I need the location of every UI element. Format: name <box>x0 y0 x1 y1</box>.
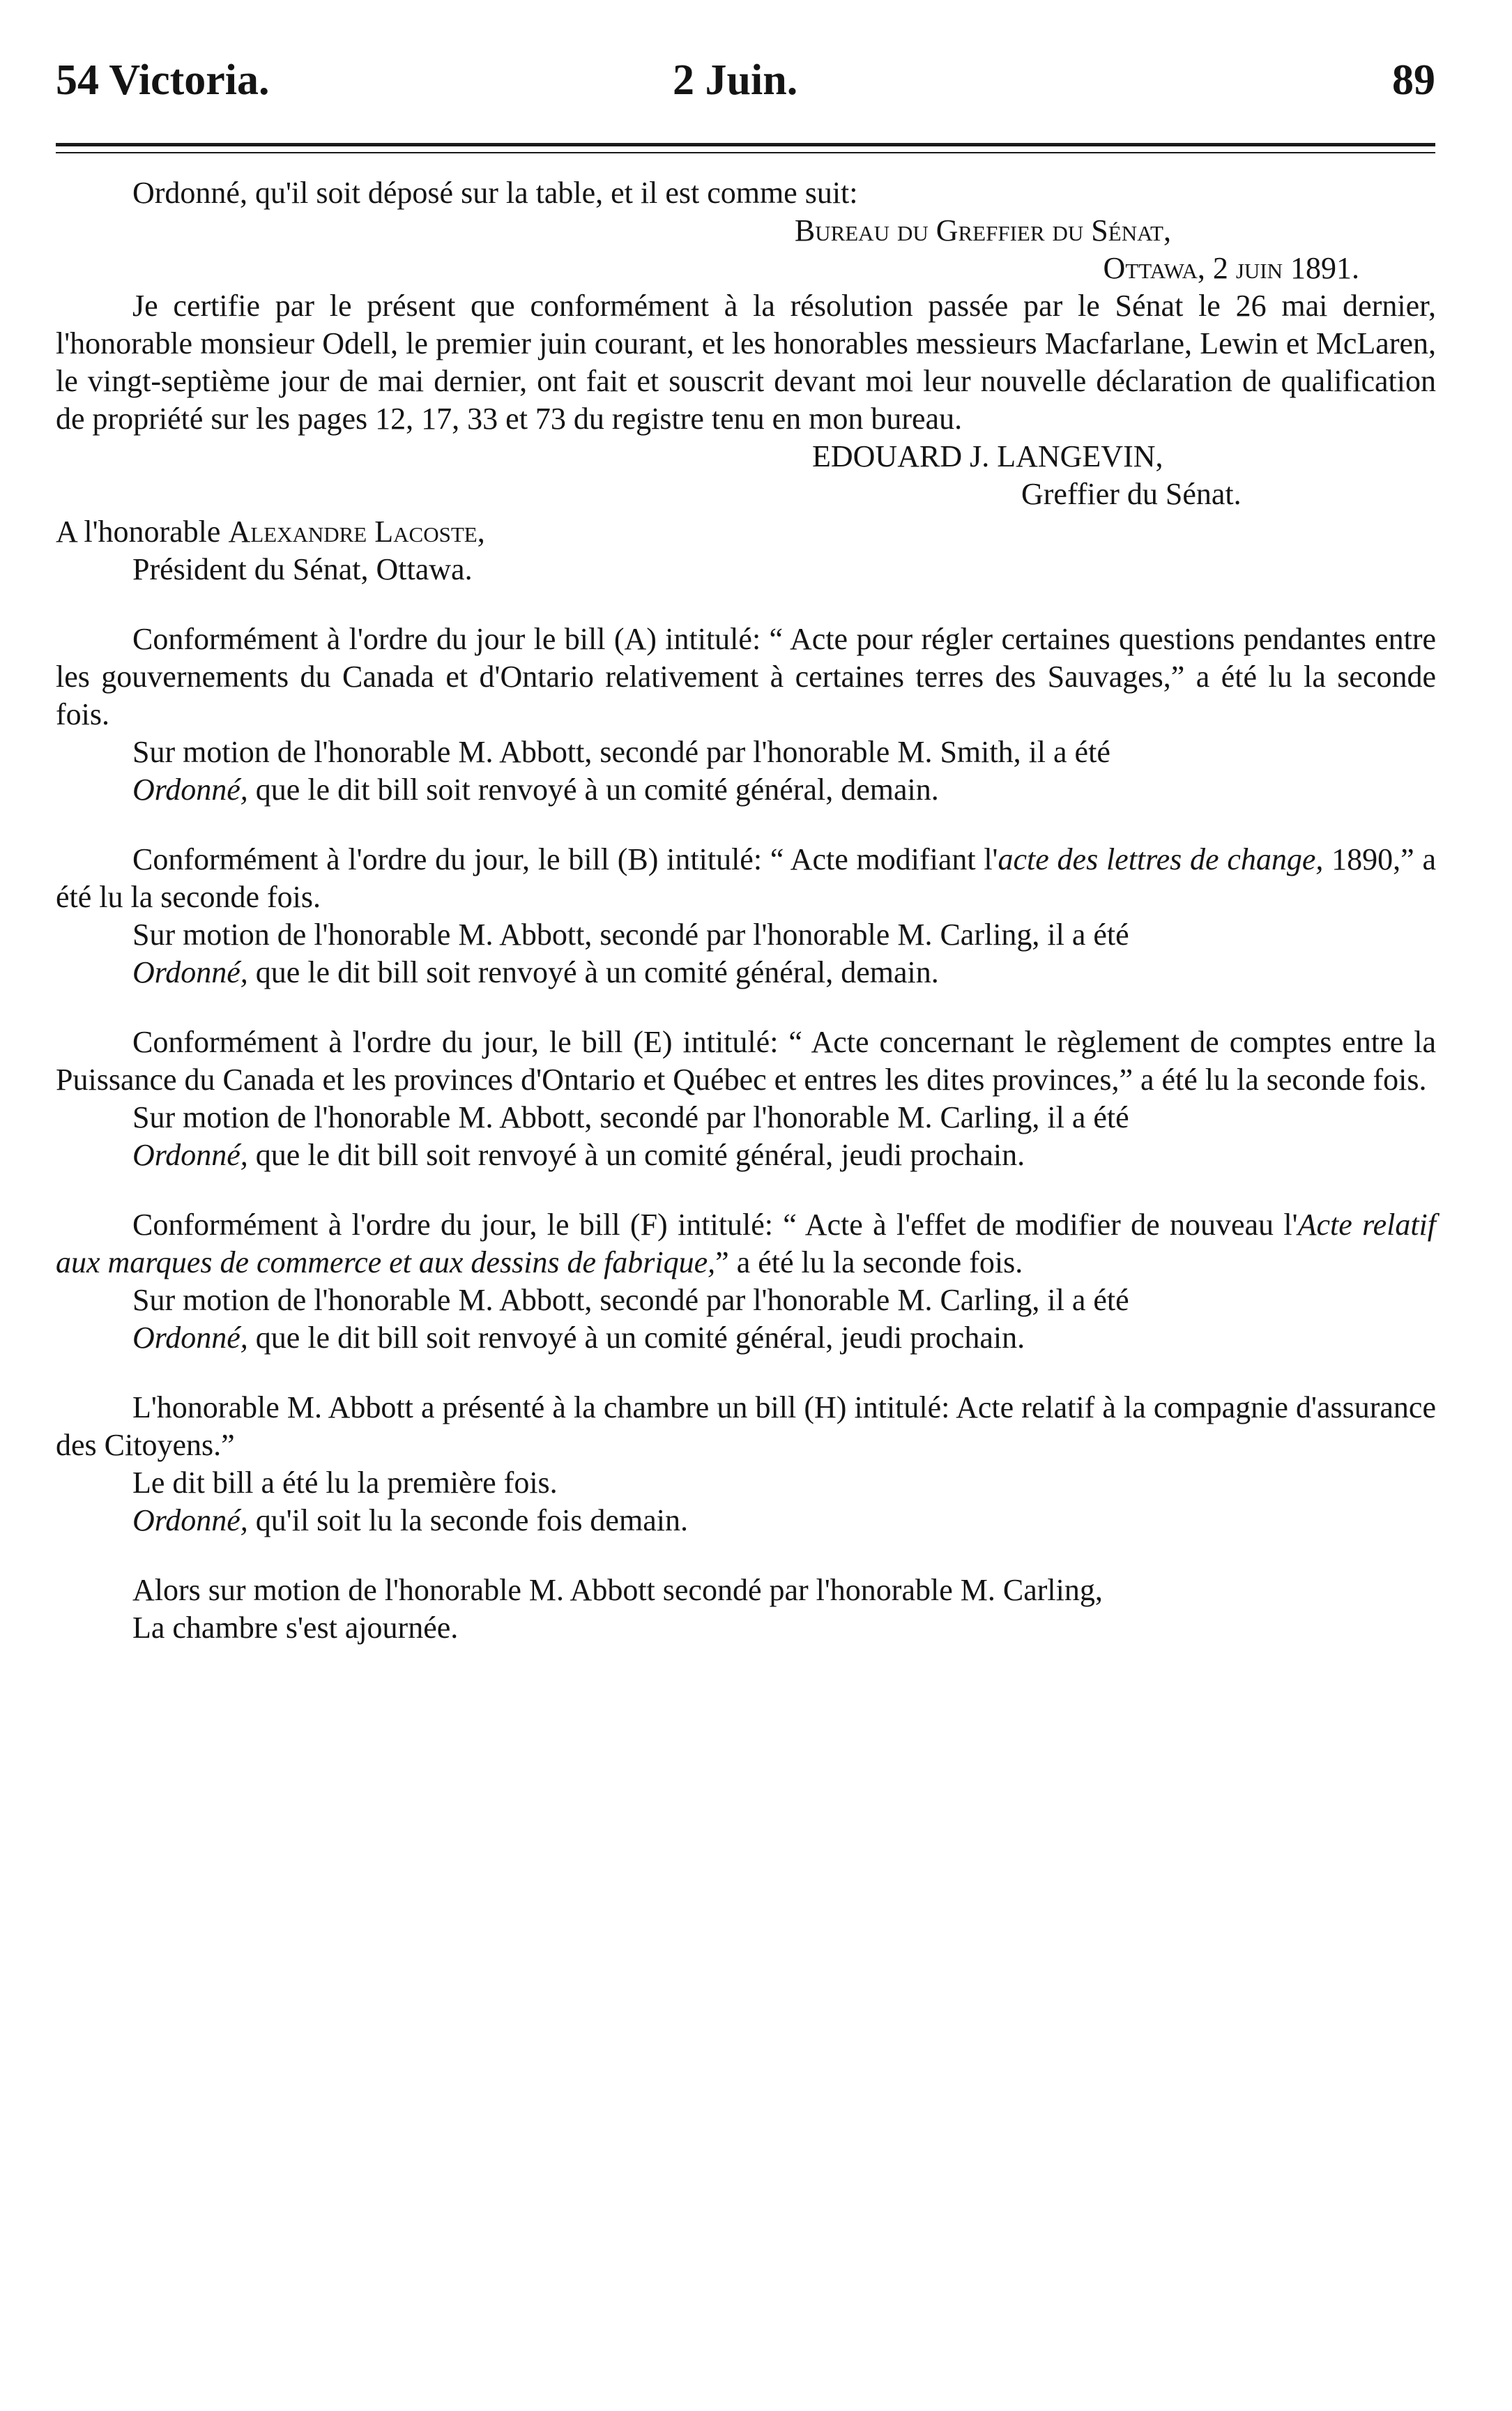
bill-e-intro: Conformément à l'ordre du jour, le bill (E) intitulé: “ Acte concernant le règlement de comptes entre la Puissance du Canada et les provinces d'Ontario et Québec et entres les dites provinces,” a été lu la seconde fois. <box>56 1025 1436 1097</box>
ordered-rest: qu'il soit lu la seconde fois demain. <box>247 1503 688 1537</box>
running-head <box>56 42 1435 105</box>
bill-f-intro-start: Conformément à l'ordre du jour, le bill (F) intitulé: “ Acte à l'effet de modifier de nouveau l' <box>132 1208 1298 1242</box>
header-date: 2 Juin. <box>673 56 798 104</box>
certificate-text: Je certifie par le présent que conformément à la résolution passée par le Sénat le 26 mai dernier, l'honorable monsieur Odell, le premier juin courant, et les honorables messieurs Macfarlane, Lewin et McLaren, le vingt-septième jour de mai dernier, ont fait et souscrit devant moi leur nouvelle déclaration de qualification de propriété sur les pages 12, 17, 33 et 73 du registre tenu en mon bureau. <box>56 289 1436 436</box>
bill-b-order <box>56 954 1436 991</box>
bill-b-intro-start: Conformément à l'ordre du jour, le bill (B) intitulé: “ Acte modifiant l' <box>132 842 998 876</box>
ordered-word: Ordonné, <box>132 773 248 807</box>
bill-f-intro <box>56 1206 1436 1281</box>
header-rule-thick <box>56 143 1435 146</box>
office-heading: Bureau du Greffier du Sénat, <box>794 213 1171 248</box>
bill-f-intro-end: ” a été lu la seconde fois. <box>715 1245 1023 1279</box>
header-volume: 54 Victoria. <box>56 56 270 104</box>
header-rule-thin <box>56 152 1435 153</box>
page-body <box>56 174 1436 1647</box>
addressee-line <box>56 513 1436 551</box>
ordered-rest: que le dit bill soit renvoyé à un comité général, jeudi prochain. <box>247 1138 1025 1172</box>
page-number: 89 <box>1392 56 1435 104</box>
addressee-prefix: A l'honorable <box>56 515 229 549</box>
ordered-word: Ordonné, <box>132 955 248 989</box>
bill-h-order <box>56 1502 1436 1539</box>
ordered-word: Ordonné, <box>132 1503 248 1537</box>
section-gap <box>56 1539 1436 1572</box>
adjournment-motion: Alors sur motion de l'honorable M. Abbott secondé par l'honorable M. Carling, <box>132 1573 1103 1607</box>
bill-h-intro: L'honorable M. Abbott a présenté à la chambre un bill (H) intitulé: Acte relatif à la compagnie d'assurance des Citoyens.” <box>56 1390 1436 1462</box>
ordered-rest: que le dit bill soit renvoyé à un comité général, demain. <box>247 955 939 989</box>
bill-f-motion: Sur motion de l'honorable M. Abbott, secondé par l'honorable M. Carling, il a été <box>132 1283 1129 1317</box>
bill-a-motion: Sur motion de l'honorable M. Abbott, secondé par l'honorable M. Smith, il a été <box>132 735 1110 769</box>
bill-e-motion: Sur motion de l'honorable M. Abbott, secondé par l'honorable M. Carling, il a été <box>132 1100 1129 1134</box>
section-gap <box>56 588 1436 621</box>
bill-a-order <box>56 771 1436 809</box>
ordered-rest: que le dit bill soit renvoyé à un comité général, jeudi prochain. <box>247 1321 1025 1355</box>
addressee-name: Alexandre Lacoste, <box>228 515 485 549</box>
bill-e-order <box>56 1136 1436 1174</box>
opening-order: Ordonné, qu'il soit déposé sur la table, et il est comme suit: <box>132 176 858 210</box>
section-gap <box>56 809 1436 841</box>
signer-name: EDOUARD J. LANGEVIN, <box>812 439 1163 473</box>
section-gap <box>56 1357 1436 1389</box>
bill-f-order <box>56 1319 1436 1357</box>
ordered-word: Ordonné, <box>132 1321 248 1355</box>
bill-a-intro: Conformément à l'ordre du jour le bill (A) intitulé: “ Acte pour régler certaines questions pendantes entre les gouvernements du Canada et d'Ontario relativement à certaines terres des Sauvages,” a été lu la seconde fois. <box>56 622 1436 731</box>
bill-h-first-reading: Le dit bill a été lu la première fois. <box>132 1466 558 1500</box>
office-place-date: Ottawa, 2 juin 1891. <box>1103 251 1359 285</box>
bill-b-intro-italic: acte des lettres de change, <box>998 842 1324 876</box>
bill-f-intro-italic: Acte relatif aux marques de commerce et aux dessins de fabrique, <box>56 1208 1436 1279</box>
bill-b-intro <box>56 841 1436 916</box>
section-gap <box>56 1174 1436 1206</box>
bill-b-intro-end: 1890,” a été lu la seconde fois. <box>56 842 1437 914</box>
signer-title: Greffier du Sénat. <box>1021 477 1242 511</box>
ordered-rest: que le dit bill soit renvoyé à un comité général, demain. <box>247 773 939 807</box>
addressee-title: Président du Sénat, Ottawa. <box>132 552 473 586</box>
bill-b-motion: Sur motion de l'honorable M. Abbott, secondé par l'honorable M. Carling, il a été <box>132 918 1129 952</box>
adjournment-result: La chambre s'est ajournée. <box>132 1611 459 1645</box>
ordered-word: Ordonné, <box>132 1138 248 1172</box>
section-gap <box>56 991 1436 1024</box>
